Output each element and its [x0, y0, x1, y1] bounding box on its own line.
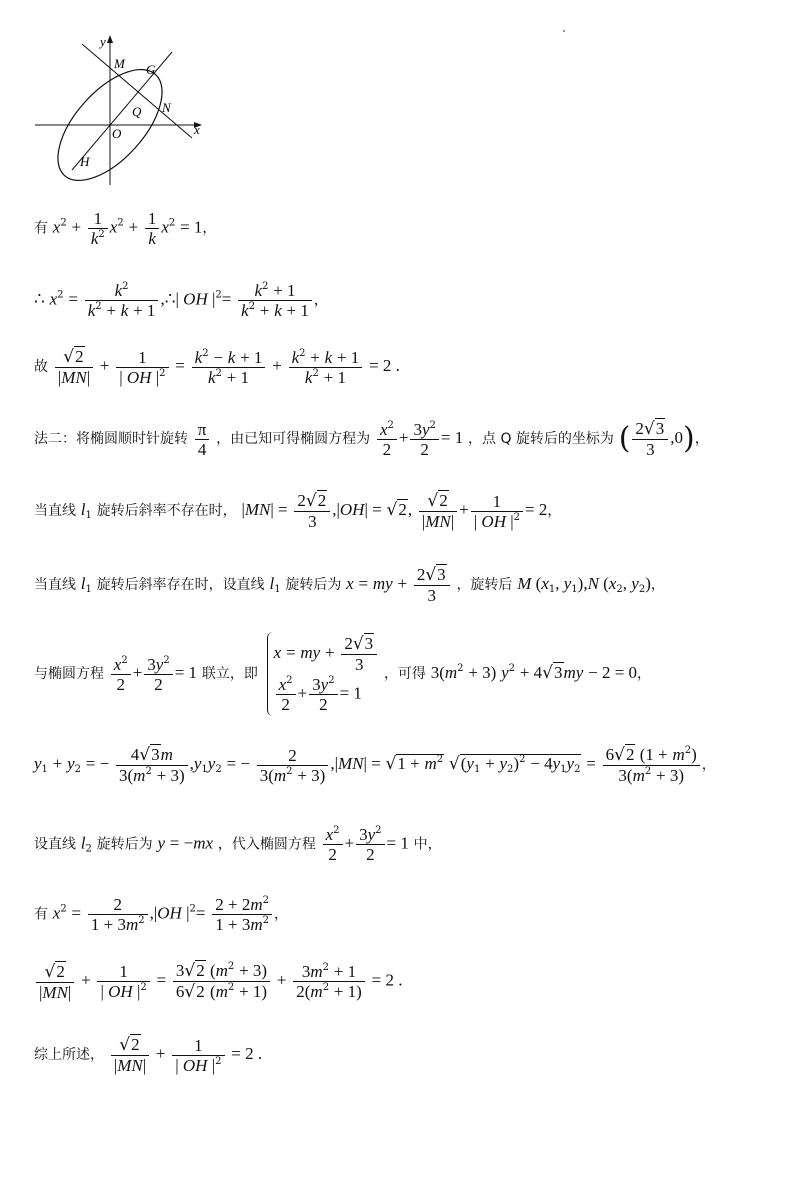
line9-start: 设直线	[34, 836, 76, 853]
line4-middle: ，由已知可得椭圆方程为	[216, 431, 371, 447]
line7-middle: 联立，即	[201, 666, 258, 682]
equation-line-9: 设直线 $l_2$ 旋转后为 y = −mx ，代入椭圆方程 $\frac{x^2}{2}$ + $\frac{3y^2}{2}$ = 1 中，	[34, 825, 442, 864]
equation-line-4: 法二：将椭圆顺时针旋转 $\frac{\pi}{4}$ ，由已知可得椭圆方程为 $\frac{x^2}{2}$ + $\frac{3y^2}{2}$ = 1 ，点 Q 旋转后的坐标为 ( $\frac{2√3}{3}$ ,0)，	[34, 419, 709, 459]
line4-end: ，点 Q 旋转后的坐标为	[468, 431, 614, 447]
fig-label-x: x	[194, 122, 200, 137]
line9-middle-2: ，代入椭圆方程	[217, 836, 316, 853]
equation-line-3: 故 $\frac{√2}{|MN|}$ + $\frac{1}{| OH |^2}$ = $\frac{k^2 - k + 1}{k^2 + 1}$ + $\frac{k^2 + k + 1}{k^2 + 1}$ = 2 .	[34, 347, 400, 387]
equation-system: x = my + $\frac{2√3}{3}$ $\frac{x^2}{2}$ + $\frac{3y^2}{2}$ = 1	[267, 632, 380, 716]
equation-line-12: 综上所述， $\frac{√2}{|MN|}$ + $\frac{1}{| OH |^2}$ = 2 .	[34, 1035, 263, 1075]
fig-label-M: M	[114, 56, 125, 71]
line7-start: 与椭圆方程	[34, 666, 104, 682]
therefore-symbol: ∴	[34, 289, 45, 309]
fig-label-O: O	[112, 126, 122, 141]
equation-line-5: 当直线 $l_1$ 旋转后斜率不存在时， |MN| = $\frac{2√2}{3}$ ,|OH| = √2, $\frac{√2}{|MN|}$ + $\frac{1}{| OH |^2}$ = 2，	[34, 491, 562, 531]
equation-line-2: ∴ $x^2$ = $\frac{k^2}{k^2 + k + 1}$ ,∴| OH $|^2=$ $\frac{k^2 + 1}{k^2 + k + 1}$ ，	[34, 281, 328, 320]
equation-line-7: 与椭圆方程 $\frac{x^2}{2}$ + $\frac{3y^2}{2}$ = 1 联立，即 x = my + $\frac{2√3}{3}$ $\frac{x^2}{2}$ + $\frac{3y^2}{2}$ = 1 ，可得 $3(m^2 + 3) y^2 + 4√3my - 2 = 0$，	[34, 634, 652, 714]
equation-line-11: $\frac{√2}{|MN|}$ + $\frac{1}{| OH |^2}$ = $\frac{3√2 (m^2 + 3)}{6√2 (m^2 + 1)}$ + $\frac{3m^2 + 1}{2(m^2 + 1)}$ = 2 .	[34, 962, 402, 1001]
line3-prefix: 故	[34, 359, 48, 375]
line5-start: 当直线	[34, 503, 76, 519]
line6-middle-2: 旋转后为	[285, 577, 342, 593]
method-two-intro: 法二：将椭圆顺时针旋转	[34, 431, 188, 447]
equation-line-10: 有 $x^2$ = $\frac{2}{1 + 3m^2}$ ,|OH $|^2=$ $\frac{2 + 2m^2}{1 + 3m^2}$ ，	[34, 895, 288, 934]
line5-middle: 旋转后斜率不存在时，	[96, 503, 237, 519]
line9-middle: 旋转后为	[96, 836, 153, 853]
line9-end: 中，	[413, 836, 442, 853]
equation-line-6: 当直线 $l_1$ 旋转后斜率存在时，设直线 $l_1$ 旋转后为 x = my + $\frac{2√3}{3}$ ，旋转后 M ($x_1$, $y_1),N$ ($x_2$, $y_2$)，	[34, 565, 665, 605]
line6-middle: 旋转后斜率存在时，设直线	[96, 577, 265, 593]
fig-label-G: G	[146, 62, 156, 77]
line6-end: ，旋转后	[456, 577, 513, 593]
line1-prefix: 有	[34, 220, 48, 237]
conclusion-prefix: 综上所述，	[34, 1047, 104, 1063]
equation-line-8: $y_1 + y_2$ = − $\frac{4√3m}{3(m^2 + 3)}$ $,y_1y_2$ = − $\frac{2}{3(m^2 + 3)}$ $,|MN| = √1 + m^2$ $√(y_1 + y_2)^2 - 4y_1y_2$ = $\frac{6√2 (1 + m^2)}{3(m^2 + 3)}$ ，	[34, 745, 716, 785]
equation-line-1: 有 $x^2$ + $\frac{1}{k^2}$ $x^2$ + $\frac{1}{k}$ $x^2 = 1$，	[34, 209, 217, 248]
line6-start: 当直线	[34, 577, 76, 593]
stray-dot	[563, 30, 565, 32]
ellipse-figure	[30, 30, 210, 190]
fig-label-y: y	[100, 34, 106, 49]
fig-label-H: H	[80, 154, 90, 169]
fig-label-Q: Q	[132, 104, 142, 119]
line10-prefix: 有	[34, 906, 48, 923]
line7-end: ，可得	[383, 666, 426, 682]
fig-label-N: N	[162, 100, 171, 115]
